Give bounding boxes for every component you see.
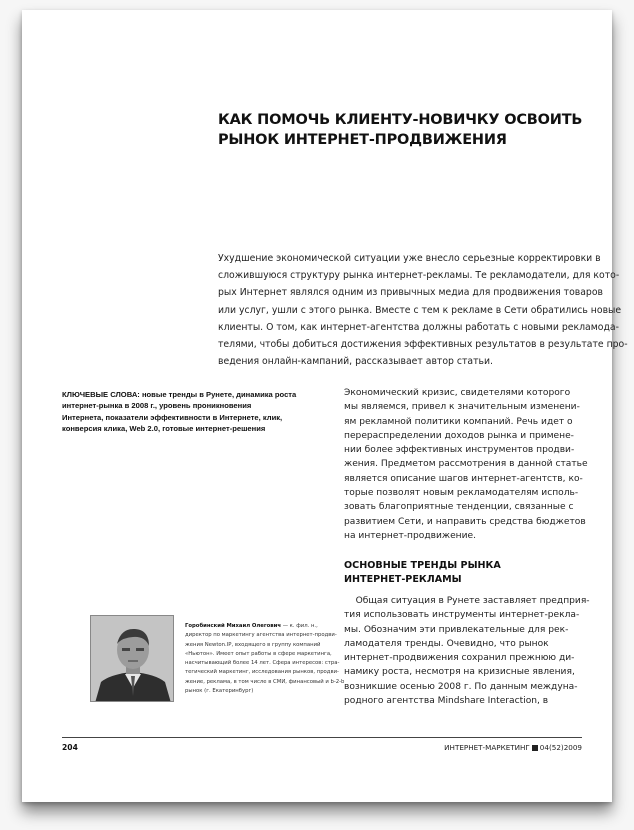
- body-line: возникшие осенью 2008 г. По данным междуна-: [344, 681, 578, 692]
- author-portrait-icon: [91, 616, 174, 702]
- issue-number: 04(52)2009: [539, 743, 582, 752]
- section-body: [344, 594, 590, 708]
- section-heading: [344, 559, 582, 586]
- section-heading-line: ИНТЕРНЕТ-РЕКЛАМЫ: [344, 573, 462, 585]
- lead-line: рых Интернет являлся одним из привычных медиа для продвижения товаров: [218, 287, 604, 299]
- lead-line: или услуг, ушли с этого рынка. Вместе с тем к рекламе в Сети обратились новые: [218, 304, 622, 316]
- lead-line: ведения онлайн-кампаний, рассказывает автор статьи.: [218, 356, 494, 368]
- body-line: тия использовать инструменты интернет-рекла-: [344, 610, 580, 621]
- author-bio-line: «Ньютон». Имеет опыт работы в сфере маркетинга,: [185, 650, 332, 657]
- body-line: Общая ситуация в Рунете заставляет предприя-: [344, 596, 590, 606]
- lead-line: Ухудшение экономической ситуации уже внесло серьезные корректировки в: [218, 253, 601, 264]
- document-page: [22, 10, 628, 802]
- body-line: на интернет-продвижение.: [344, 530, 477, 541]
- body-line: торые позволят новым рекламодателям исполь-: [344, 488, 579, 499]
- author-bio-line: — к. фил. н.,: [281, 623, 318, 629]
- keywords-line: интернет-рынка в 2008 г., уровень проникновения: [62, 401, 252, 411]
- author-photo: [90, 615, 174, 702]
- body-line: является описание шагов интернет-агентств, ко-: [344, 473, 583, 484]
- body-line: намику роста, несмотря на кризисные явления,: [344, 667, 575, 678]
- body-line: ламодателя тренды. Очевидно, что рынок: [344, 638, 549, 649]
- body-line: перераспределении доходов рынка и примене-: [344, 430, 574, 441]
- running-footer: [444, 743, 582, 752]
- title-line: РЫНОК ИНТЕРНЕТ-ПРОДВИЖЕНИЯ: [218, 132, 507, 148]
- body-line: зовать благоприятные тенденции, связанные с: [344, 502, 574, 513]
- article-lead: [218, 250, 628, 370]
- footer-divider: [62, 737, 582, 738]
- journal-name: ИНТЕРНЕТ-МАРКЕТИНГ: [444, 743, 530, 752]
- author-bio-line: насчитывающий более 14 лет. Сфера интересов: стра-: [185, 660, 340, 667]
- lead-line: телями, чтобы добиться достижения эффективных результатов в результате про-: [218, 339, 628, 351]
- author-bio: [185, 622, 345, 696]
- keywords-line: конверсия клика, Web 2.0, готовые интернет-решения: [62, 423, 266, 433]
- author-bio-line: жения Newton.IP, входящего в группу компаний: [185, 641, 321, 648]
- body-line: Экономический кризис, свидетелями которого: [344, 388, 571, 398]
- author-bio-line: рынок (г. Екатеринбург): [185, 688, 254, 695]
- author-bio-line: директор по маркетингу агентства интернет-продви-: [185, 632, 337, 639]
- body-line: жения. Предметом рассмотрения в данной статье: [344, 459, 588, 470]
- author-bio-line: жение, реклама, в том числе в СМИ, финансовый и b-2-b: [185, 678, 345, 685]
- body-line: нии более эффективных инструментов продви-: [344, 445, 575, 456]
- intro-body: [344, 386, 588, 543]
- body-line: развитием Сети, и направить средства бюджетов: [344, 516, 586, 527]
- body-line: интернет-продвижения сохранил прежнюю ди-: [344, 653, 575, 664]
- author-bio-line: тегический маркетинг, исследования рынков, продви-: [185, 669, 339, 676]
- lead-line: клиенты. О том, как интернет-агентства должны работать с новыми рекламода-: [218, 321, 619, 333]
- body-line: мы. Обозначим эти привлекательные для рек-: [344, 624, 569, 635]
- square-bullet-icon: [532, 745, 538, 751]
- keywords-line: Интернета, показатели эффективности в Интернете, клик,: [62, 412, 283, 422]
- article-title: [218, 110, 583, 150]
- body-line: мы являемся, привел к значительным изменени-: [344, 402, 580, 413]
- title-line: КАК ПОМОЧЬ КЛИЕНТУ-НОВИЧКУ ОСВОИТЬ: [218, 112, 583, 128]
- keywords-block: [62, 389, 332, 434]
- body-line: родного агентства Mindshare Interaction, в: [344, 696, 549, 707]
- lead-line: сложившуюся структуру рынка интернет-рекламы. Те рекламодатели, для кото-: [218, 270, 620, 282]
- body-line: ям рекламной политики компаний. Речь идет о: [344, 416, 573, 427]
- section-heading-line: ОСНОВНЫЕ ТРЕНДЫ РЫНКА: [344, 560, 501, 571]
- page-number: 204: [62, 743, 78, 752]
- author-name: Горобинский Михаил Олегович: [185, 623, 282, 629]
- keywords-line: КЛЮЧЕВЫЕ СЛОВА: новые тренды в Рунете, динамика роста: [62, 390, 297, 399]
